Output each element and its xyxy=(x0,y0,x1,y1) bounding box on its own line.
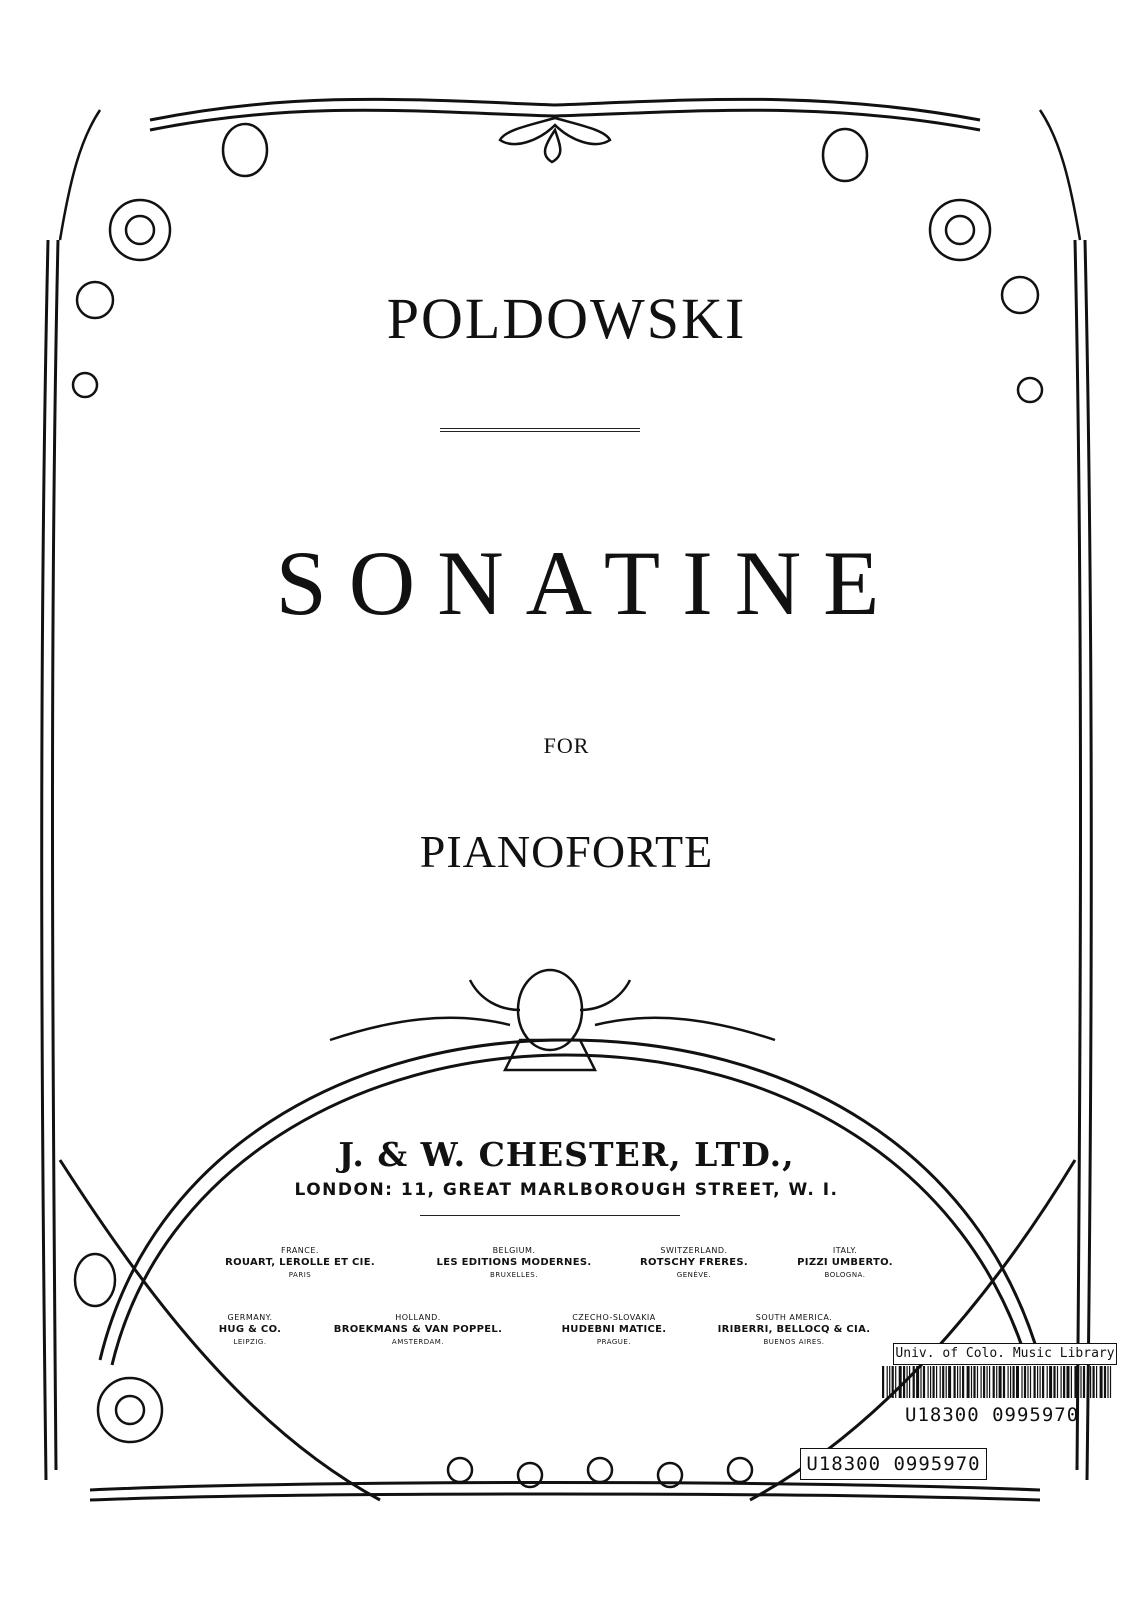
barcode-number: U18300 0995970 xyxy=(905,1404,1080,1426)
agent-city: GENÈVE. xyxy=(676,1271,712,1279)
agent-city: BRUXELLES. xyxy=(490,1271,538,1279)
publisher-divider xyxy=(420,1215,680,1216)
work-title: SONATINE xyxy=(275,532,902,634)
agent-city: LEIPZIG. xyxy=(233,1338,267,1346)
agent-city: PARIS xyxy=(288,1271,312,1279)
title-divider xyxy=(440,428,640,432)
agent-firm: HUG & CO. xyxy=(218,1324,282,1335)
agent-firm: ROTSCHY FRERES. xyxy=(639,1257,749,1268)
agent-city: PRAGUE. xyxy=(596,1338,632,1346)
agent-holland xyxy=(308,1312,528,1347)
agent-country: SWITZERLAND. xyxy=(660,1246,728,1255)
agent-country: GERMANY. xyxy=(227,1313,273,1322)
barcode-number-sticker: U18300 0995970 xyxy=(800,1448,987,1480)
agent-south-america xyxy=(684,1312,904,1347)
agent-firm: BROEKMANS & VAN POPPEL. xyxy=(333,1324,503,1335)
agent-city: BUENOS AIRES. xyxy=(763,1338,825,1346)
agent-city: AMSTERDAM. xyxy=(391,1338,445,1346)
agent-country: HOLLAND. xyxy=(395,1313,441,1322)
agent-firm: PIZZI UMBERTO. xyxy=(797,1257,893,1268)
barcode-icon xyxy=(880,1366,1113,1398)
agent-france xyxy=(190,1245,410,1280)
composer-name: POLDOWSKI xyxy=(386,286,747,351)
agent-country: SOUTH AMERICA. xyxy=(755,1313,833,1322)
agent-firm: ROUART, LEROLLE ET CIE. xyxy=(225,1257,375,1268)
agent-firm: IRIBERRI, BELLOCQ & CIA. xyxy=(717,1324,871,1335)
publisher-address: LONDON: 11, GREAT MARLBOROUGH STREET, W. I. xyxy=(294,1180,839,1200)
for-label: FOR xyxy=(543,733,590,758)
agent-country: FRANCE. xyxy=(281,1246,319,1255)
agent-country: CZECHO-SLOVAKIA xyxy=(572,1313,656,1322)
agent-country: ITALY. xyxy=(832,1246,858,1255)
agent-country: BELGIUM. xyxy=(492,1246,536,1255)
agent-italy xyxy=(735,1245,955,1280)
agent-firm: HUDEBNI MATICE. xyxy=(561,1324,667,1335)
library-label: Univ. of Colo. Music Library xyxy=(893,1343,1117,1365)
instrument-name: PIANOFORTE xyxy=(419,826,714,877)
agent-city: BOLOGNA. xyxy=(824,1271,866,1279)
publisher-name: J. & W. CHESTER, LTD., xyxy=(338,1135,795,1174)
agent-firm: LES EDITIONS MODERNES. xyxy=(436,1257,592,1268)
